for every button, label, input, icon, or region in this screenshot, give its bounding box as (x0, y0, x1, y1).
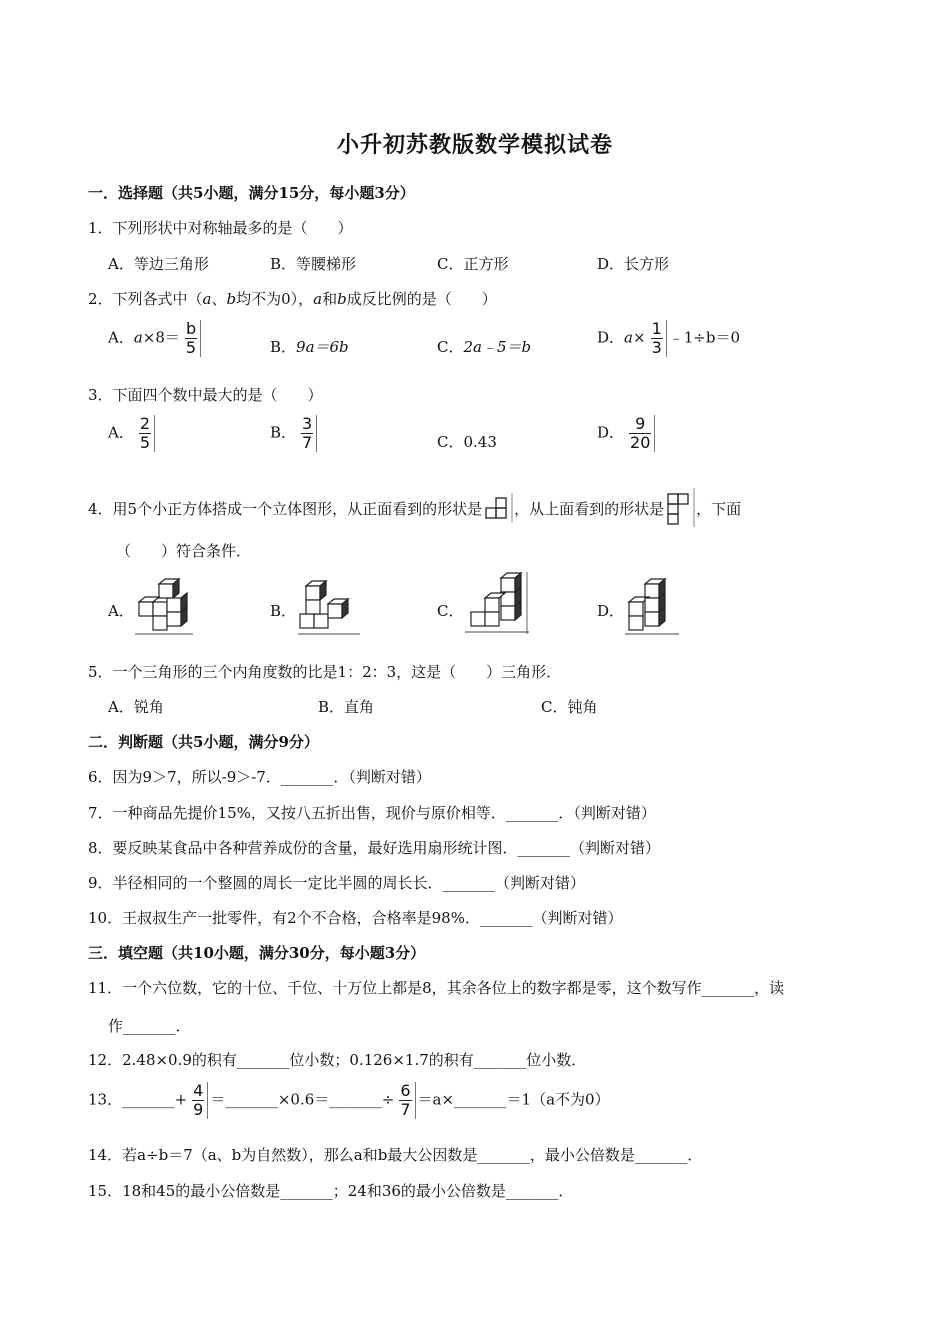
q3-option-d-fraction (626, 415, 655, 452)
fraction-numerator: 3 (302, 414, 313, 433)
q8-item: 8．要反映某食品中各种营养成份的含量，最好选用扇形统计图．_______（判断对错） (88, 839, 661, 857)
q2-stem-post: 成反比例的是（ ） (346, 290, 497, 308)
q3-option-c[interactable]: C．0.43 (437, 433, 497, 451)
q2-stem-pre: 2．下列各式中（ (88, 290, 203, 308)
q3-option-d-label: D． (597, 423, 625, 442)
page-title: 小升初苏教版数学模拟试卷 (336, 132, 613, 158)
fraction-denominator: 5 (185, 338, 197, 357)
fraction-denominator: 9 (193, 1100, 204, 1119)
section2-heading: 二．判断题（共5小题，满分9分） (88, 733, 319, 751)
q9-item: 9．半径相同的一个整圆的周长一定比半圆的周长长．_______（判断对错） (88, 874, 586, 892)
q12-item: 12．2.48×0.9的积有_______位小数；0.126×1.7的积有_______位小数． (88, 1051, 587, 1069)
q13-pre: 13．_______+ (88, 1090, 188, 1109)
q2-option-b[interactable] (270, 336, 349, 357)
q4-option-d-figure (623, 578, 681, 636)
q2-option-d-expr: ﹣1÷b＝0 (668, 328, 741, 347)
fraction-denominator: 7 (302, 433, 313, 452)
fraction-numerator: 2 (139, 414, 151, 433)
q11-line1: 11．一个六位数，它的十位、千位、十万位上都是8，其余各位上的数字都是零，这个数写作_______，读 (88, 979, 785, 997)
q6-item: 6．因为9＞7，所以-9＞-7．_______．（判断对错） (88, 768, 431, 786)
q2-option-d[interactable] (597, 320, 740, 357)
q4-option-a[interactable]: A． (108, 602, 134, 620)
q2-option-a-expr: ×8＝ (142, 328, 180, 347)
q3-option-a-label: A． (108, 423, 134, 442)
front-view-icon (482, 493, 514, 527)
q5-option-b[interactable]: B．直角 (318, 698, 375, 716)
q2-var-a2: a (313, 290, 323, 308)
q2-option-d-var: a (624, 328, 633, 347)
q13-mid1: ＝_______×0.6＝_______÷ (210, 1090, 395, 1109)
q4-line2: （ ）符合条件． (116, 542, 252, 560)
fraction-denominator: 7 (400, 1100, 411, 1119)
q13-fraction-2 (396, 1082, 415, 1119)
q2-option-d-fraction (648, 320, 667, 357)
q7-item: 7．一种商品先提价15%，又按八五折出售，现价与原价相等．_______．（判断对错） (88, 804, 656, 822)
q2-option-c-label: C． (437, 338, 464, 356)
q2-stem-mid1: 、 (211, 290, 227, 308)
q2-option-a-label: A． (108, 328, 134, 347)
q2-var-b2: b (337, 290, 347, 308)
q5-option-a[interactable]: A．锐角 (108, 698, 164, 716)
q2-stem-mid3: 和 (322, 290, 338, 308)
q4-option-b-figure (296, 578, 362, 636)
q2-stem (88, 288, 497, 309)
q1-stem: 1．下列形状中对称轴最多的是（ ） (88, 219, 353, 237)
q2-option-b-expr: 9a＝6b (296, 338, 349, 356)
fraction-denominator: 5 (139, 433, 151, 452)
q5-stem: 5．一个三角形的三个内角度数的比是1：2：3，这是（ ）三角形． (88, 663, 562, 681)
q2-option-c[interactable] (437, 336, 531, 357)
q13-item (88, 1082, 610, 1119)
q2-option-a[interactable] (108, 320, 203, 357)
q11-line2: 作_______． (108, 1017, 191, 1035)
q2-option-c-expr: 2a﹣5＝b (463, 338, 532, 356)
q3-stem: 3．下面四个数中最大的是（ ） (88, 386, 323, 404)
q4-option-a-figure (133, 578, 195, 636)
fraction-denominator: 3 (651, 338, 662, 357)
q2-var-b: b (226, 290, 237, 308)
q2-stem-mid2: 均不为0）， (236, 290, 314, 308)
q13-fraction-1 (189, 1082, 208, 1119)
q13-mid2: ＝a×_______＝1（a不为0） (417, 1090, 610, 1109)
q14-item: 14．若a÷b＝7（a、b为自然数），那么a和b最大公因数是_______，最小公倍数是_______． (88, 1146, 703, 1164)
q4-stem-post: ，下面 (696, 500, 742, 518)
q2-option-b-label: B． (270, 338, 297, 356)
q4-option-c[interactable]: C． (437, 602, 464, 620)
q2-option-d-times: × (632, 328, 646, 347)
q3-option-d[interactable] (597, 415, 657, 452)
fraction-numerator: b (185, 319, 197, 338)
q5-option-c[interactable]: C．钝角 (541, 698, 598, 716)
q4-stem (88, 488, 741, 532)
q2-option-d-label: D． (597, 328, 625, 347)
q4-option-c-figure (463, 570, 531, 636)
fraction-numerator: 6 (400, 1081, 411, 1100)
q1-option-c[interactable]: C．正方形 (437, 255, 509, 273)
q4-option-d[interactable]: D． (597, 602, 625, 620)
q3-option-b-label: B． (270, 423, 297, 442)
q10-item: 10．王叔叔生产一批零件，有2个不合格，合格率是98%．_______（判断对错） (88, 909, 623, 927)
fraction-numerator: 1 (651, 319, 662, 338)
q4-option-b[interactable]: B． (270, 602, 297, 620)
q3-option-b[interactable] (270, 415, 319, 452)
q1-option-b[interactable]: B．等腰梯形 (270, 255, 357, 273)
q15-item: 15．18和45的最小公倍数是_______；24和36的最小公倍数是_______． (88, 1182, 574, 1200)
q1-option-a[interactable]: A．等边三角形 (108, 255, 209, 273)
q1-option-d[interactable]: D．长方形 (597, 255, 670, 273)
q2-option-a-fraction (182, 320, 201, 357)
q3-option-a[interactable] (108, 415, 157, 452)
q4-stem-pre: 4．用5个小正方体搭成一个立体图形，从正面看到的形状是 (88, 500, 483, 518)
section3-heading: 三．填空题（共10小题，满分30分，每小题3分） (88, 944, 426, 962)
q2-option-a-var: a (133, 328, 143, 347)
fraction-numerator: 9 (629, 415, 651, 434)
section1-heading: 一．选择题（共5小题，满分15分，每小题3分） (88, 184, 415, 202)
q2-var-a: a (202, 290, 212, 308)
top-view-icon (664, 488, 696, 532)
q3-option-a-fraction (136, 415, 155, 452)
q3-option-b-fraction (298, 415, 317, 452)
fraction-numerator: 4 (193, 1081, 204, 1100)
fraction-denominator: 20 (630, 433, 651, 452)
q4-stem-mid: ，从上面看到的形状是 (514, 500, 665, 518)
